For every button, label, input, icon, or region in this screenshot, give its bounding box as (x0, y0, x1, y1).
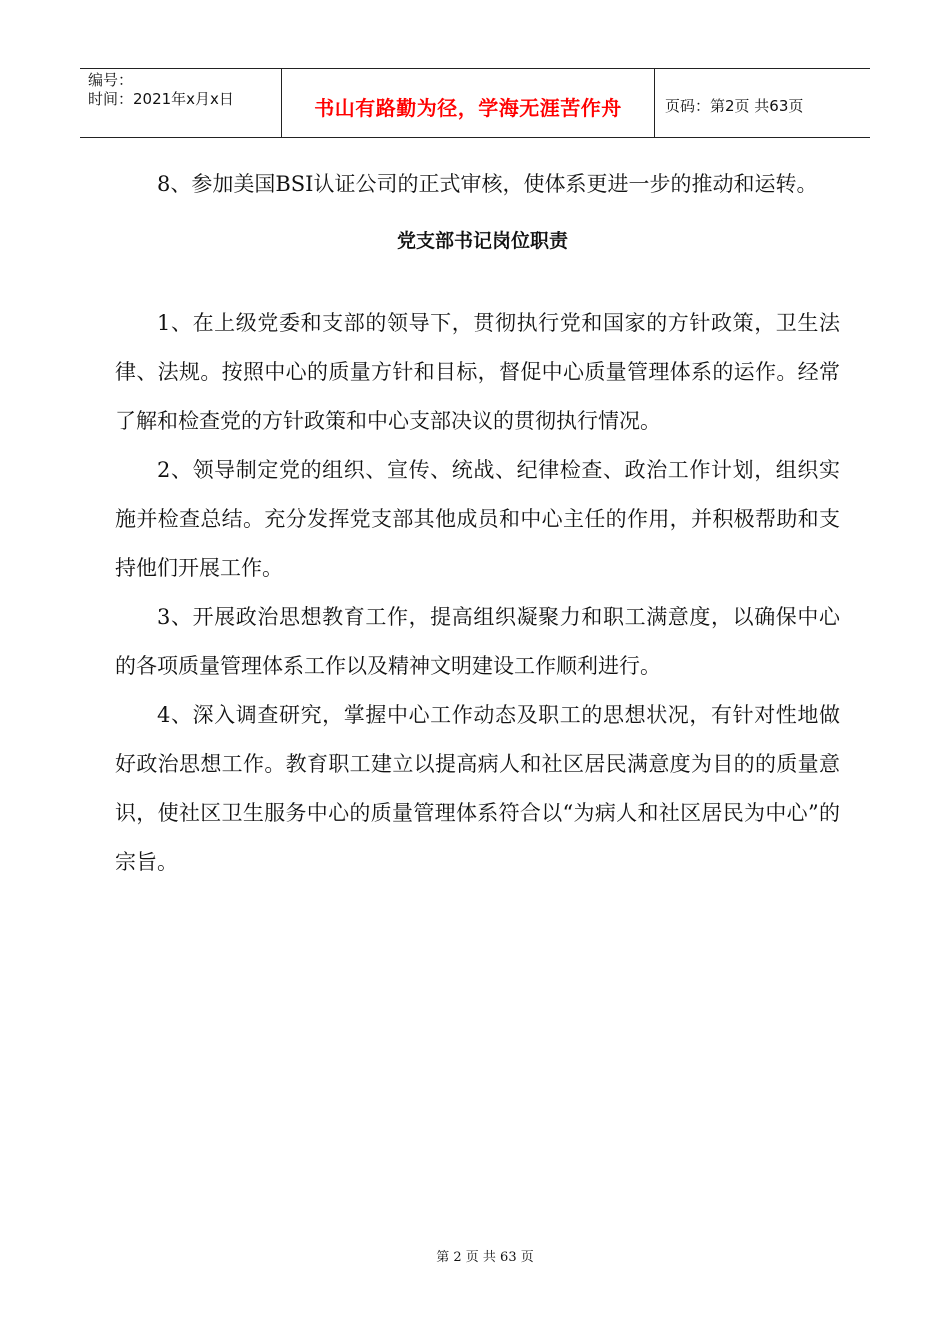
header-meta (80, 69, 282, 137)
page-header (80, 68, 870, 138)
document-date: 时间：2021年x月x日 (88, 90, 234, 108)
duty-paragraph-2: 2、领导制定党的组织、宣传、统战、纪律检查、政治工作计划，组织实施并检查总结。充分发挥党支部其他成员和中心主任的作用，并积极帮助和支持他们开展工作。 (115, 458, 840, 580)
header-motto: 书山有路勤为径，学海无涯苦作舟 (314, 95, 622, 120)
header-page-info: 页码：第2页 共63页 (665, 96, 804, 115)
document-number-label: 编号： (88, 71, 134, 89)
intro-paragraph: 8、参加美国BSI认证公司的正式审核，使体系更进一步的推动和运转。 (157, 172, 818, 196)
duty-paragraph-1: 1、在上级党委和支部的领导下，贯彻执行党和国家的方针政策，卫生法律、法规。按照中心的质量方针和目标，督促中心质量管理体系的运作。经常了解和检查党的方针政策和中心支部决议的贯彻执行情况。 (115, 311, 840, 433)
section-title: 党支部书记岗位职责 (396, 230, 568, 252)
duty-paragraph-4: 4、深入调查研究，掌握中心工作动态及职工的思想状况，有针对性地做好政治思想工作。教育职工建立以提高病人和社区居民满意度为目的的质量意识，使社区卫生服务中心的质量管理体系符合以“为病人和社区居民为中心”的宗旨。 (115, 703, 840, 874)
page-footer: 第 2 页 共 63 页 (436, 1250, 534, 1265)
document-body (115, 160, 840, 887)
header-motto-cell (282, 69, 655, 137)
duty-paragraph-3: 3、开展政治思想教育工作，提高组织凝聚力和职工满意度，以确保中心的各项质量管理体系工作以及精神文明建设工作顺利进行。 (115, 605, 840, 678)
